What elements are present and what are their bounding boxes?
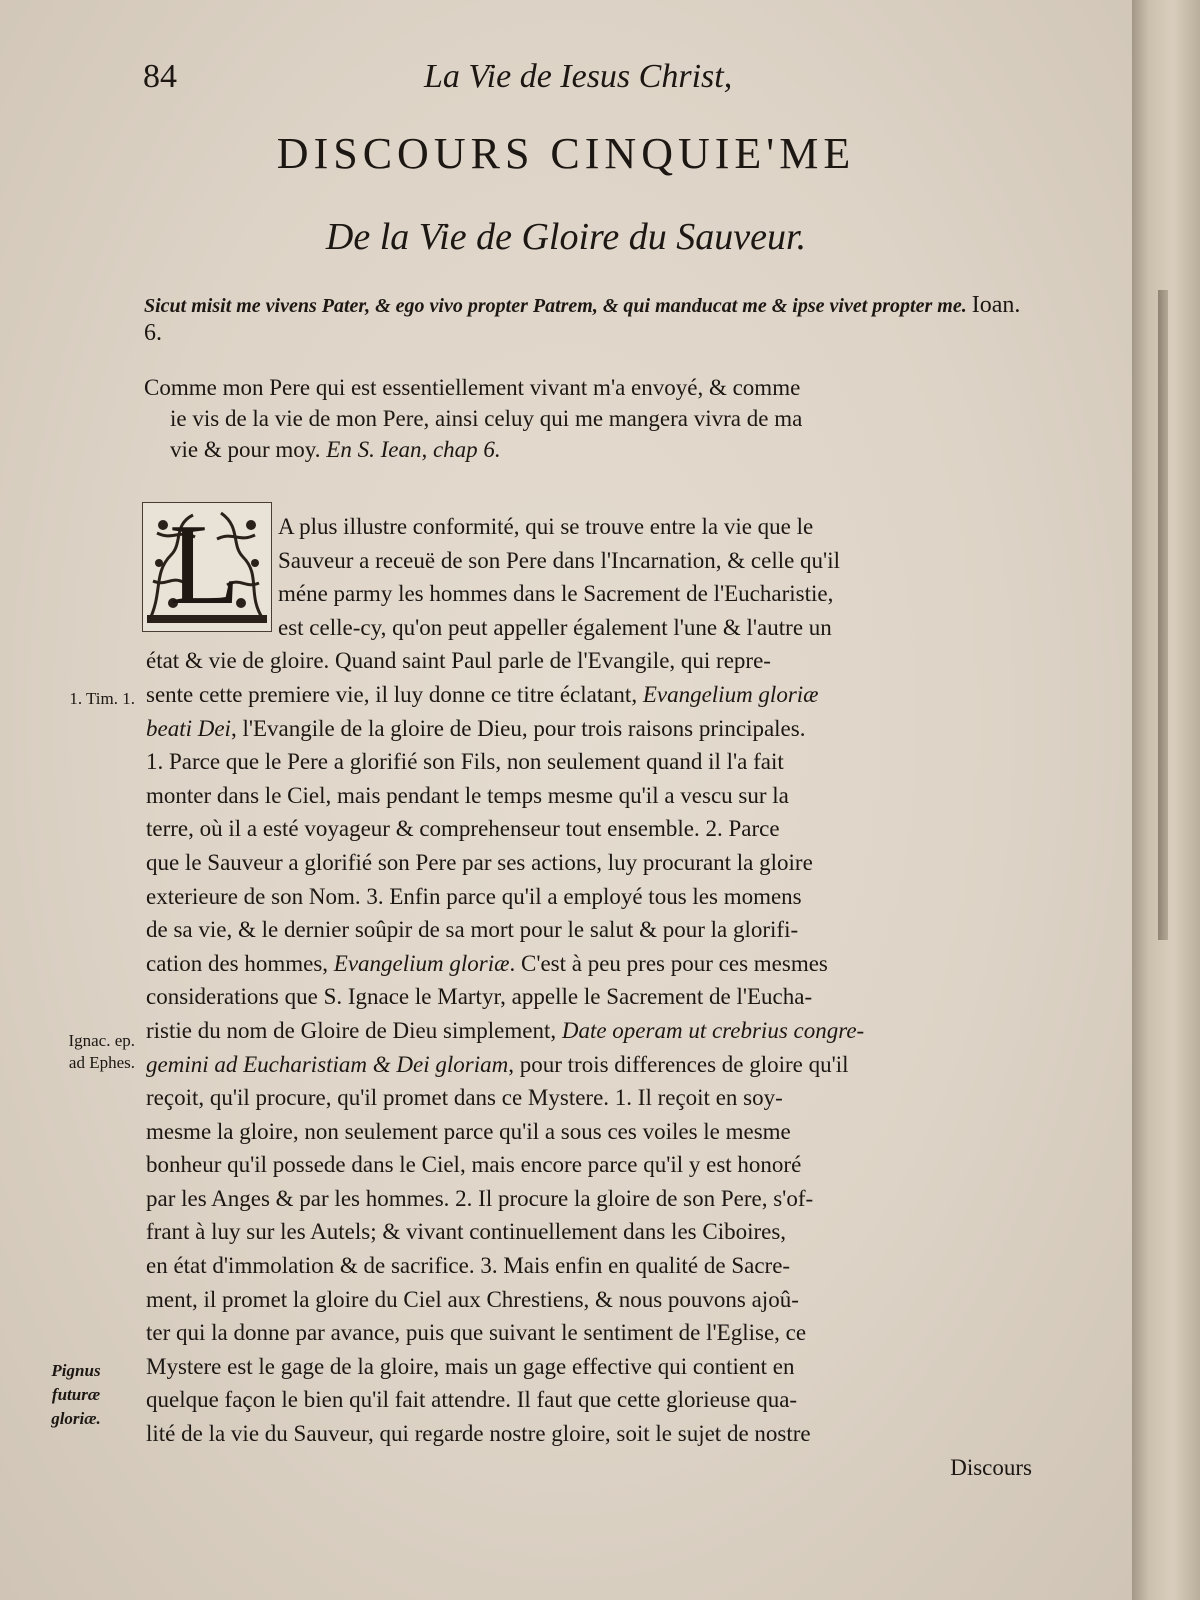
marginal-text: 1. Tim. 1.	[69, 689, 135, 708]
marginal-text: Ignac. ep.	[68, 1031, 135, 1050]
body-text	[146, 510, 1036, 1451]
body-line: est celle-cy, qu'on peut appeller également l'une & l'autre un	[278, 614, 832, 640]
body-line: bonheur qu'il possede dans le Ciel, mais encore parce qu'il y est honoré	[146, 1152, 802, 1178]
drop-cap-letter: L	[169, 501, 240, 629]
body-line: Mystere est le gage de la gloire, mais un gage effective qui contient en	[146, 1353, 795, 1379]
body-line-text: ristie du nom de Gloire de Dieu simplement,	[146, 1017, 557, 1043]
latin-epigraph-reference: Ioan. 6.	[144, 292, 1021, 346]
page-header	[0, 58, 1132, 98]
body-line	[146, 947, 1036, 981]
body-line-text: cation des hommes,	[146, 950, 329, 976]
body-line: 1. Parce que le Pere a glorifié son Fils, non seulement quand il l'a fait	[146, 749, 784, 775]
latin-epigraph-text: Sicut misit me vivens Pater, & ego vivo propter Patrem, & qui manducat me & ipse vivet propter me.	[144, 295, 967, 317]
body-line: ment, il promet la gloire du Ciel aux Chrestiens, & nous pouvons ajoû-	[146, 1286, 799, 1312]
body-line: en état d'immolation & de sacrifice. 3. Mais enfin en qualité de Sacre-	[146, 1253, 791, 1279]
body-line: de sa vie, & le dernier soûpir de sa mort pour le salut & pour la glorifi-	[146, 917, 799, 943]
body-line	[146, 678, 1036, 712]
body-line: exterieure de son Nom. 3. Enfin parce qu'il a employé tous les momens	[146, 883, 802, 909]
marginal-note-pignus	[24, 1359, 128, 1431]
body-line-text: , pour trois differences de gloire qu'il	[508, 1051, 849, 1077]
marginal-text: futuræ	[51, 1385, 101, 1404]
french-epigraph	[144, 372, 1040, 465]
latin-epigraph	[144, 292, 1040, 348]
catchword: Discours	[950, 1455, 1032, 1480]
body-line: terre, où il a esté voyageur & comprehenseur tout ensemble. 2. Parce	[146, 816, 780, 842]
french-epigraph-line: Comme mon Pere qui est essentiellement vivant m'a envoyé, & comme	[144, 375, 801, 400]
body-line: A plus illustre conformité, qui se trouve entre la vie que le	[278, 514, 814, 539]
body-line: lité de la vie du Sauveur, qui regarde nostre gloire, soit le sujet de nostre	[146, 1421, 811, 1447]
body-line-text: , l'Evangile de la gloire de Dieu, pour trois raisons principales.	[230, 715, 806, 741]
body-line-text: . C'est à peu pres pour ces mesmes	[509, 950, 828, 976]
body-line: quelque façon le bien qu'il fait attendre. Il faut que cette glorieuse qua-	[146, 1387, 798, 1413]
binding-thread	[1158, 290, 1168, 940]
running-title: La Vie de Iesus Christ,	[424, 58, 733, 95]
latin-quote: Date operam ut crebrius congre-	[561, 1017, 865, 1043]
body-line: frant à luy sur les Autels; & vivant continuellement dans les Ciboires,	[146, 1219, 787, 1245]
marginal-note-timothy	[20, 688, 135, 710]
following-pages-edge	[1132, 0, 1200, 1600]
body-line: par les Anges & par les hommes. 2. Il procure la gloire de son Pere, s'of-	[146, 1185, 814, 1211]
latin-quote: Evangelium gloriæ	[333, 950, 510, 976]
body-line: monter dans le Ciel, mais pendant le temps mesme qu'il a vescu sur la	[146, 782, 789, 808]
french-epigraph-reference: En S. Iean, chap 6.	[326, 437, 501, 462]
body-line: mesme la gloire, non seulement parce qu'il a sous ces voiles le mesme	[146, 1118, 791, 1144]
body-line: que le Sauveur a glorifié son Pere par ses actions, luy procurant la gloire	[146, 849, 813, 875]
latin-quote: Evangelium gloriæ	[642, 681, 819, 707]
chapter-title: DISCOURS CINQUIE'ME	[276, 129, 856, 178]
marginal-text: Pignus	[51, 1361, 101, 1380]
body-line: considerations que S. Ignace le Martyr, appelle le Sacrement de l'Eucha-	[146, 984, 813, 1010]
body-line	[146, 1048, 1036, 1082]
body-line	[146, 712, 1036, 746]
chapter-subtitle: De la Vie de Gloire du Sauveur.	[325, 216, 807, 258]
latin-quote: gemini ad Eucharistiam & Dei gloriam	[146, 1051, 509, 1077]
body-line: état & vie de gloire. Quand saint Paul parle de l'Evangile, qui repre-	[146, 648, 771, 674]
body-line	[146, 1014, 1036, 1048]
body-line: Sauveur a receuë de son Pere dans l'Incarnation, & celle qu'il	[278, 547, 840, 573]
marginal-text: ad Ephes.	[68, 1053, 135, 1072]
page-number: 84	[143, 58, 177, 95]
french-epigraph-line-text: vie & pour moy.	[170, 437, 321, 462]
french-epigraph-line: ie vis de la vie de mon Pere, ainsi celuy qui me mangera vivra de ma	[170, 406, 803, 431]
body-line-text: sente cette premiere vie, il luy donne ce titre éclatant,	[146, 681, 638, 707]
latin-quote: beati Dei	[146, 715, 231, 741]
marginal-text: gloriæ.	[51, 1409, 101, 1428]
marginal-note-ignace	[20, 1030, 135, 1074]
body-line: méne parmy les hommes dans le Sacrement de l'Eucharistie,	[278, 581, 834, 607]
body-line: reçoit, qu'il procure, qu'il promet dans ce Mystere. 1. Il reçoit en soy-	[146, 1085, 783, 1111]
body-line: ter qui la donne par avance, puis que suivant le sentiment de l'Eglise, ce	[146, 1320, 807, 1346]
french-epigraph-line	[144, 434, 1040, 465]
